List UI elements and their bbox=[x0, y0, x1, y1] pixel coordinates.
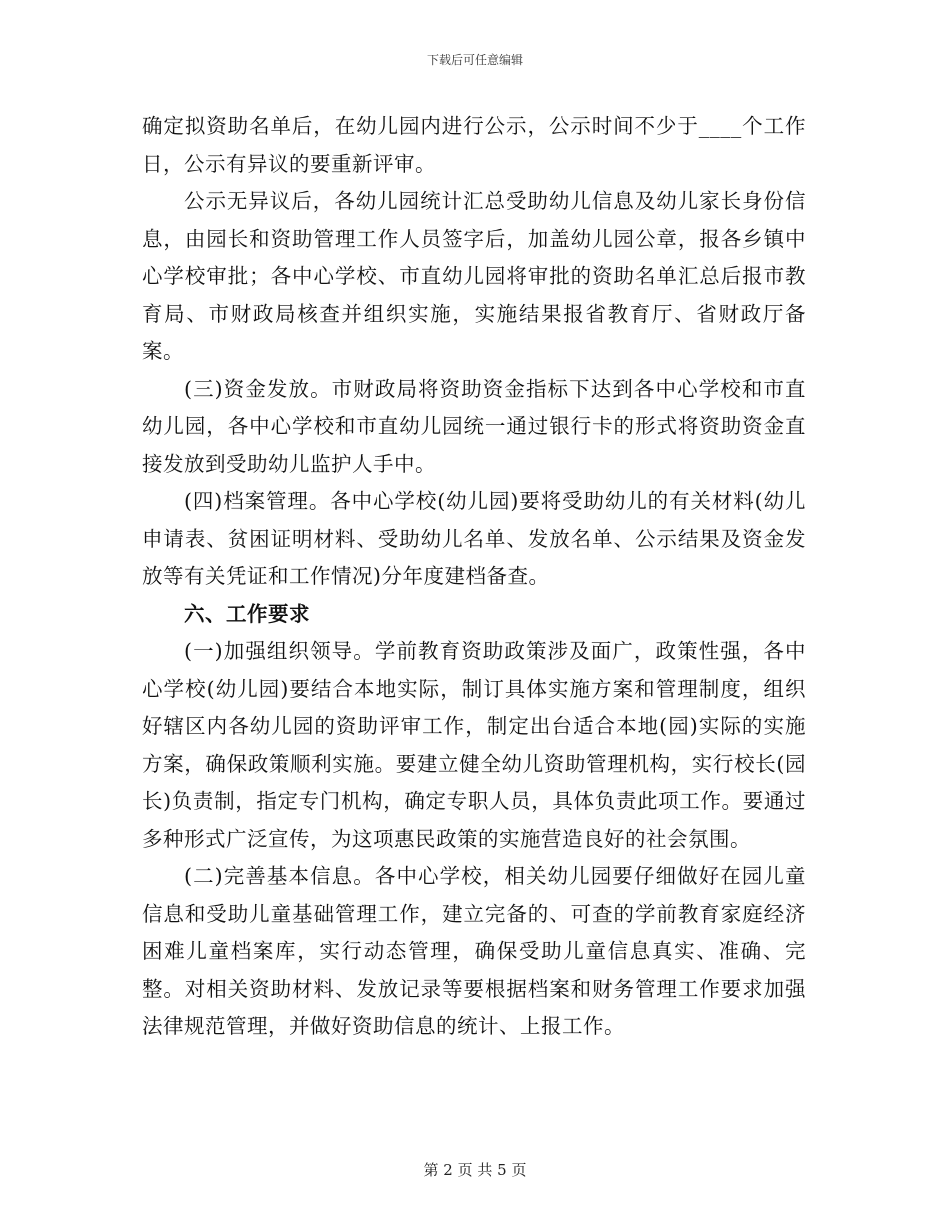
paragraph-publicity-period: 确定拟资助名单后，在幼儿园内进行公示，公示时间不少于____个工作日，公示有异议的要重新评审。 bbox=[142, 114, 806, 176]
section-heading-work-requirements: 六、工作要求 bbox=[184, 601, 310, 626]
paragraph-basic-information: (二)完善基本信息。各中心学校，相关幼儿园要仔细做好在园儿童信息和受助儿童基础管理工作，建立完备的、可查的学前教育家庭经济困难儿童档案库，实行动态管理，确保受助儿童信息真实、准确、完整。对相关资助材料、发放记录等要根据档案和财务管理工作要求加强法律规范管理，并做好资助信息的统计、上报工作。 bbox=[142, 864, 806, 1038]
paragraph-approval-process: 公示无异议后，各幼儿园统计汇总受助幼儿信息及幼儿家长身份信息，由园长和资助管理工作人员签字后，加盖幼儿园公章，报各乡镇中心学校审批；各中心学校、市直幼儿园将审批的资助名单汇总后报市教育局、市财政局核查并组织实施，实施结果报省教育厅、省财政厅备案。 bbox=[142, 189, 806, 363]
document-body bbox=[142, 108, 806, 1046]
paragraph-organization-leadership: (一)加强组织领导。学前教育资助政策涉及面广，政策性强，各中心学校(幼儿园)要结合本地实际，制订具体实施方案和管理制度，组织好辖区内各幼儿园的资助评审工作，制定出台适合本地(园)实际的实施方案，确保政策顺利实施。要建立健全幼儿资助管理机构，实行校长(园长)负责制，指定专门机构，确定专职人员，具体负责此项工作。要通过多种形式广泛宣传，为这项惠民政策的实施营造良好的社会氛围。 bbox=[142, 639, 806, 851]
paragraph-fund-distribution: (三)资金发放。市财政局将资助资金指标下达到各中心学校和市直幼儿园，各中心学校和市直幼儿园统一通过银行卡的形式将资助资金直接发放到受助幼儿监护人手中。 bbox=[142, 376, 806, 476]
page-header: 下载后可任意编辑 bbox=[426, 53, 523, 67]
page-number: 第 2 页 共 5 页 bbox=[423, 1161, 527, 1179]
paragraph-archive-management: (四)档案管理。各中心学校(幼儿园)要将受助幼儿的有关材料(幼儿申请表、贫困证明材料、受助幼儿名单、发放名单、公示结果及资金发放等有关凭证和工作情况)分年度建档备查。 bbox=[142, 489, 806, 588]
